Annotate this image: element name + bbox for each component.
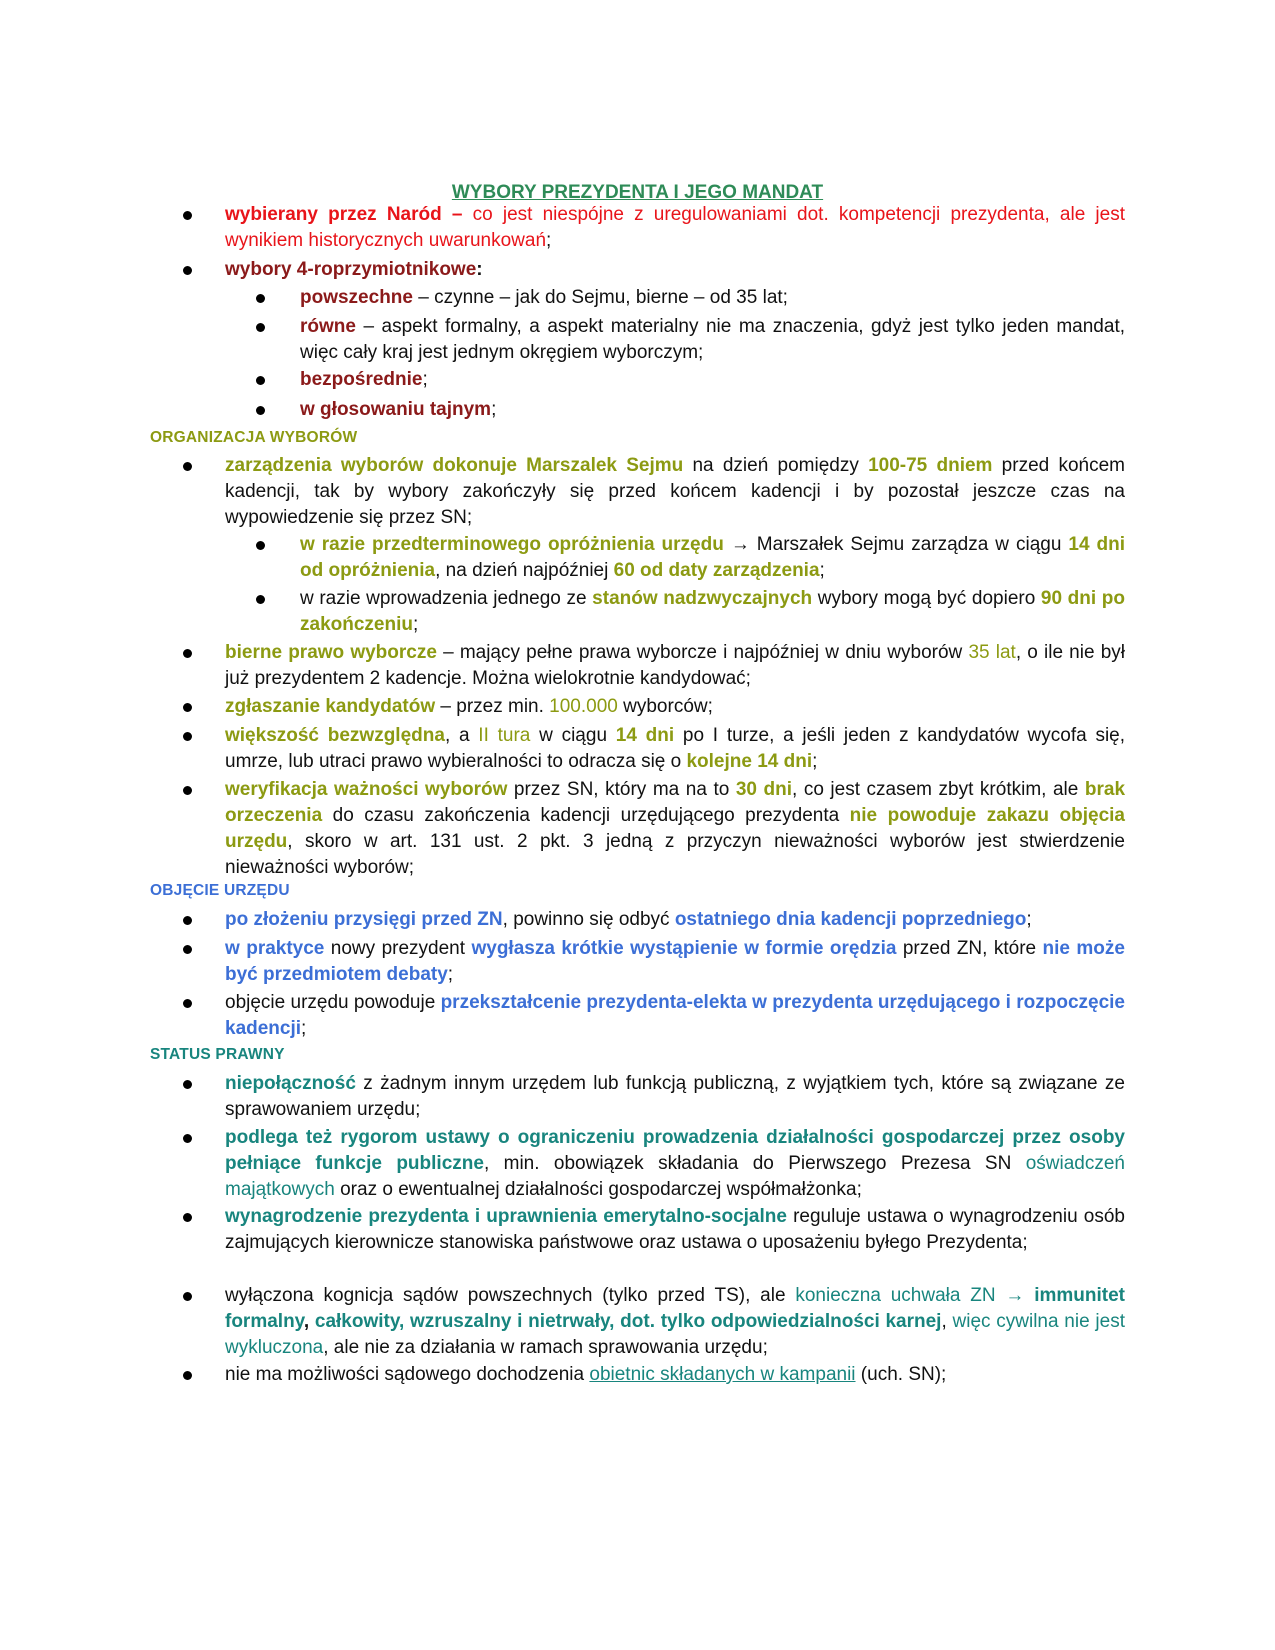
text-run: przed ZN, które <box>896 938 1043 959</box>
text-run: ; <box>812 751 818 772</box>
text-run: – aspekt formalny, a aspekt materialny nie ma znaczenia, gdyż jest tylko jeden mandat, więc cały kraj jest jednym okręgiem wyborczym; <box>300 316 1125 363</box>
list-item <box>225 990 1125 1042</box>
text-run: , na dzień najpóźniej <box>435 560 614 581</box>
text-run: , ale nie za działania w ramach sprawowania urzędu; <box>323 1337 768 1358</box>
list-item <box>225 1362 1125 1388</box>
text-run: , <box>941 1311 953 1332</box>
text-run: równe <box>300 316 356 337</box>
bullet-icon <box>183 945 192 954</box>
text-run: do czasu zakończenia kadencji urzędującego prezydenta <box>322 805 850 826</box>
text-run: , o ile nie był już prezydentem 2 kadencje. Można wielokrotnie kandydować; <box>225 642 1125 689</box>
text-run: wyłączona kognicja sądów powszechnych (tylko przed TS), ale <box>225 1285 796 1306</box>
text-run: , min. obowiązek składania do Pierwszego Prezesa SN <box>483 1153 1026 1174</box>
bullet-icon <box>183 1371 192 1380</box>
text-run: zgłaszanie kandydatów <box>225 696 436 717</box>
text-run: 30 dni <box>735 779 792 800</box>
text-run: ; <box>447 964 454 985</box>
text-run: wybierany przez Naród – <box>225 204 473 225</box>
list-item <box>300 314 1125 366</box>
list-item <box>300 397 1125 423</box>
text-run: bezpośrednie <box>300 369 423 390</box>
section-heading: ORGANIZACJA WYBORÓW <box>150 429 358 446</box>
text-run: brak orzeczenia <box>225 779 1126 826</box>
text-run: 14 dni <box>615 725 675 746</box>
text-run: , powinno się odbyć <box>502 909 675 930</box>
text-run: – czynne – jak do Sejmu, bierne – od 35 lat; <box>412 287 788 308</box>
bullet-icon <box>183 1292 192 1301</box>
text-run: – przez min. <box>435 696 550 717</box>
list-item <box>225 1125 1125 1203</box>
bullet-icon <box>183 786 192 795</box>
bullet-icon <box>256 294 265 303</box>
text-run: ; <box>1026 909 1032 930</box>
text-run: wybory 4-roprzymiotnikowe <box>225 259 477 280</box>
text-run: oraz o ewentualnej działalności gospodarczej współmałżonka; <box>334 1179 862 1200</box>
list-item <box>225 777 1125 881</box>
text-run: nie może być przedmiotem debaty <box>225 938 1125 985</box>
text-run: ; <box>819 560 825 581</box>
list-item <box>225 723 1125 775</box>
text-run: reguluje ustawa o wynagrodzeniu osób zajmujących kierownicze stanowiska państwowe oraz ustawa o uposażeniu byłego Prezydenta; <box>225 1206 1125 1253</box>
bullet-icon <box>256 323 265 332</box>
bullet-icon <box>183 1080 192 1089</box>
bullet-icon <box>183 462 192 471</box>
bullet-icon <box>256 376 265 385</box>
text-run: konieczna uchwała ZN → <box>795 1285 1025 1306</box>
bullet-icon <box>183 1134 192 1143</box>
bullet-icon <box>183 916 192 925</box>
bullet-icon <box>183 211 192 220</box>
list-item <box>225 694 1125 720</box>
text-run: na dzień pomiędzy <box>683 455 869 476</box>
text-run: II tura <box>478 725 531 746</box>
text-run: (uch. SN); <box>855 1364 947 1385</box>
text-run: , <box>303 1311 315 1332</box>
text-run: : <box>476 259 483 280</box>
text-run: ostatniego dnia kadencji poprzedniego <box>674 909 1027 930</box>
text-run: , skoro w art. 131 ust. 2 pkt. 3 jedną z przyczyn nieważności wyborów jest stwierdzenie nieważności wyborów; <box>225 831 1125 878</box>
list-item <box>225 453 1125 531</box>
text-run: w razie wprowadzenia jednego ze <box>300 588 593 609</box>
text-run <box>1024 1285 1034 1306</box>
text-run: w praktyce <box>225 938 325 959</box>
list-item <box>225 936 1125 988</box>
text-run: wyborców; <box>617 696 713 717</box>
text-run: co jest niespójne z uregulowaniami dot. kompetencji prezydenta, ale jest wynikiem historycznych uwarunkowań <box>225 204 1125 251</box>
text-run: więc cywilna nie jest wykluczona <box>225 1311 1125 1358</box>
text-run: ; <box>546 230 552 251</box>
list-item <box>225 907 1125 933</box>
text-run: , a <box>444 725 479 746</box>
list-item <box>225 640 1125 692</box>
text-run: wygłasza krótkie wystąpienie w formie orędzia <box>471 938 897 959</box>
section-heading: STATUS PRAWNY <box>150 1046 285 1063</box>
text-run: w razie przedterminowego opróżnienia urzędu <box>300 534 724 555</box>
list-item <box>225 1071 1125 1123</box>
text-run: wybory mogą być dopiero <box>812 588 1041 609</box>
link-text[interactable]: obietnic składanych w kampanii <box>589 1364 856 1385</box>
bullet-icon <box>183 999 192 1008</box>
list-item <box>300 367 1125 393</box>
bullet-icon <box>183 1213 192 1222</box>
text-run: ; <box>301 1018 307 1039</box>
text-run: 60 od daty zarządzenia <box>613 560 820 581</box>
text-run: ; <box>491 399 497 420</box>
text-run: niepołączność <box>225 1073 356 1094</box>
text-run: kolejne 14 dni <box>686 751 813 772</box>
text-run: 100.000 <box>549 696 618 717</box>
text-run: objęcie urzędu powoduje <box>225 992 441 1013</box>
text-run: bierne prawo wyborcze <box>225 642 437 663</box>
bullet-icon <box>183 703 192 712</box>
text-run: wynagrodzenie prezydenta i uprawnienia emerytalno-socjalne <box>225 1206 787 1227</box>
bullet-icon <box>256 541 265 550</box>
list-item <box>300 285 1125 311</box>
text-run: podlega też rygorom ustawy o ograniczeniu prowadzenia działalności gospodarczej przez osoby pełniące funkcje publiczne <box>225 1127 1125 1174</box>
document-title: WYBORY PREZYDENTA I JEGO MANDAT <box>451 182 824 203</box>
bullet-icon <box>183 732 192 741</box>
text-run: 14 dni od opróżnienia <box>300 534 1125 581</box>
text-run: ; <box>412 614 419 635</box>
text-run: 35 lat <box>968 642 1016 663</box>
text-run: przekształcenie prezydenta-elekta w prezydenta urzędującego i rozpoczęcie kadencji <box>225 992 1125 1039</box>
text-run: oświadczeń majątkowych <box>225 1153 1125 1200</box>
list-item <box>225 1204 1125 1256</box>
bullet-icon <box>183 649 192 658</box>
text-run: po I turze, a jeśli jeden z kandydatów wycofa się, umrze, lub utraci prawo wybieralności to odracza się o <box>225 725 1126 772</box>
list-item <box>300 532 1125 584</box>
text-run: większość bezwzględna <box>225 725 445 746</box>
text-run: stanów nadzwyczajnych <box>592 588 813 609</box>
list-item <box>300 586 1125 638</box>
text-run: przed końcem kadencji, tak by wybory zakończyły się przed końcem kadencji i by pozostał jeszcze czas na wypowiedzenie się przez SN; <box>225 455 1125 528</box>
text-run: przez SN, który ma na to <box>507 779 736 800</box>
text-run: nowy prezydent <box>324 938 472 959</box>
bullet-icon <box>256 406 265 415</box>
list-item <box>225 257 1125 283</box>
text-run: weryfikacja ważności wyborów <box>225 779 508 800</box>
text-run: 100-75 dniem <box>868 455 993 476</box>
text-run: nie ma możliwości sądowego dochodzenia <box>225 1364 590 1385</box>
text-run: w ciągu <box>530 725 616 746</box>
section-heading: OBJĘCIE URZĘDU <box>150 882 290 899</box>
text-run: , co jest czasem zbyt krótkim, ale <box>792 779 1085 800</box>
list-item <box>225 1283 1125 1361</box>
text-run: 90 dni po zakończeniu <box>300 588 1126 635</box>
text-run: po złożeniu przysięgi przed ZN <box>225 909 503 930</box>
text-run: całkowity, wzruszalny i nietrwały, dot. tylko odpowiedzialności karnej <box>314 1311 942 1332</box>
text-run: → Marszałek Sejmu zarządza w ciągu <box>723 534 1069 555</box>
bullet-icon <box>256 595 265 604</box>
text-run: nie powoduje zakazu objęcia urzędu <box>225 805 1125 852</box>
text-run: – mający pełne prawa wyborcze i najpóźniej w dniu wyborów <box>436 642 969 663</box>
text-run: zarządzenia wyborów dokonuje Marszalek Sejmu <box>225 455 684 476</box>
text-run: immunitet formalny <box>225 1285 1126 1332</box>
list-item <box>225 202 1125 254</box>
text-run: w głosowaniu tajnym <box>300 399 492 420</box>
text-run: powszechne <box>300 287 413 308</box>
bullet-icon <box>183 266 192 275</box>
text-run: z żadnym innym urzędem lub funkcją publiczną, z wyjątkiem tych, które są związane ze sprawowaniem urzędu; <box>225 1073 1125 1120</box>
text-run: ; <box>422 369 428 390</box>
